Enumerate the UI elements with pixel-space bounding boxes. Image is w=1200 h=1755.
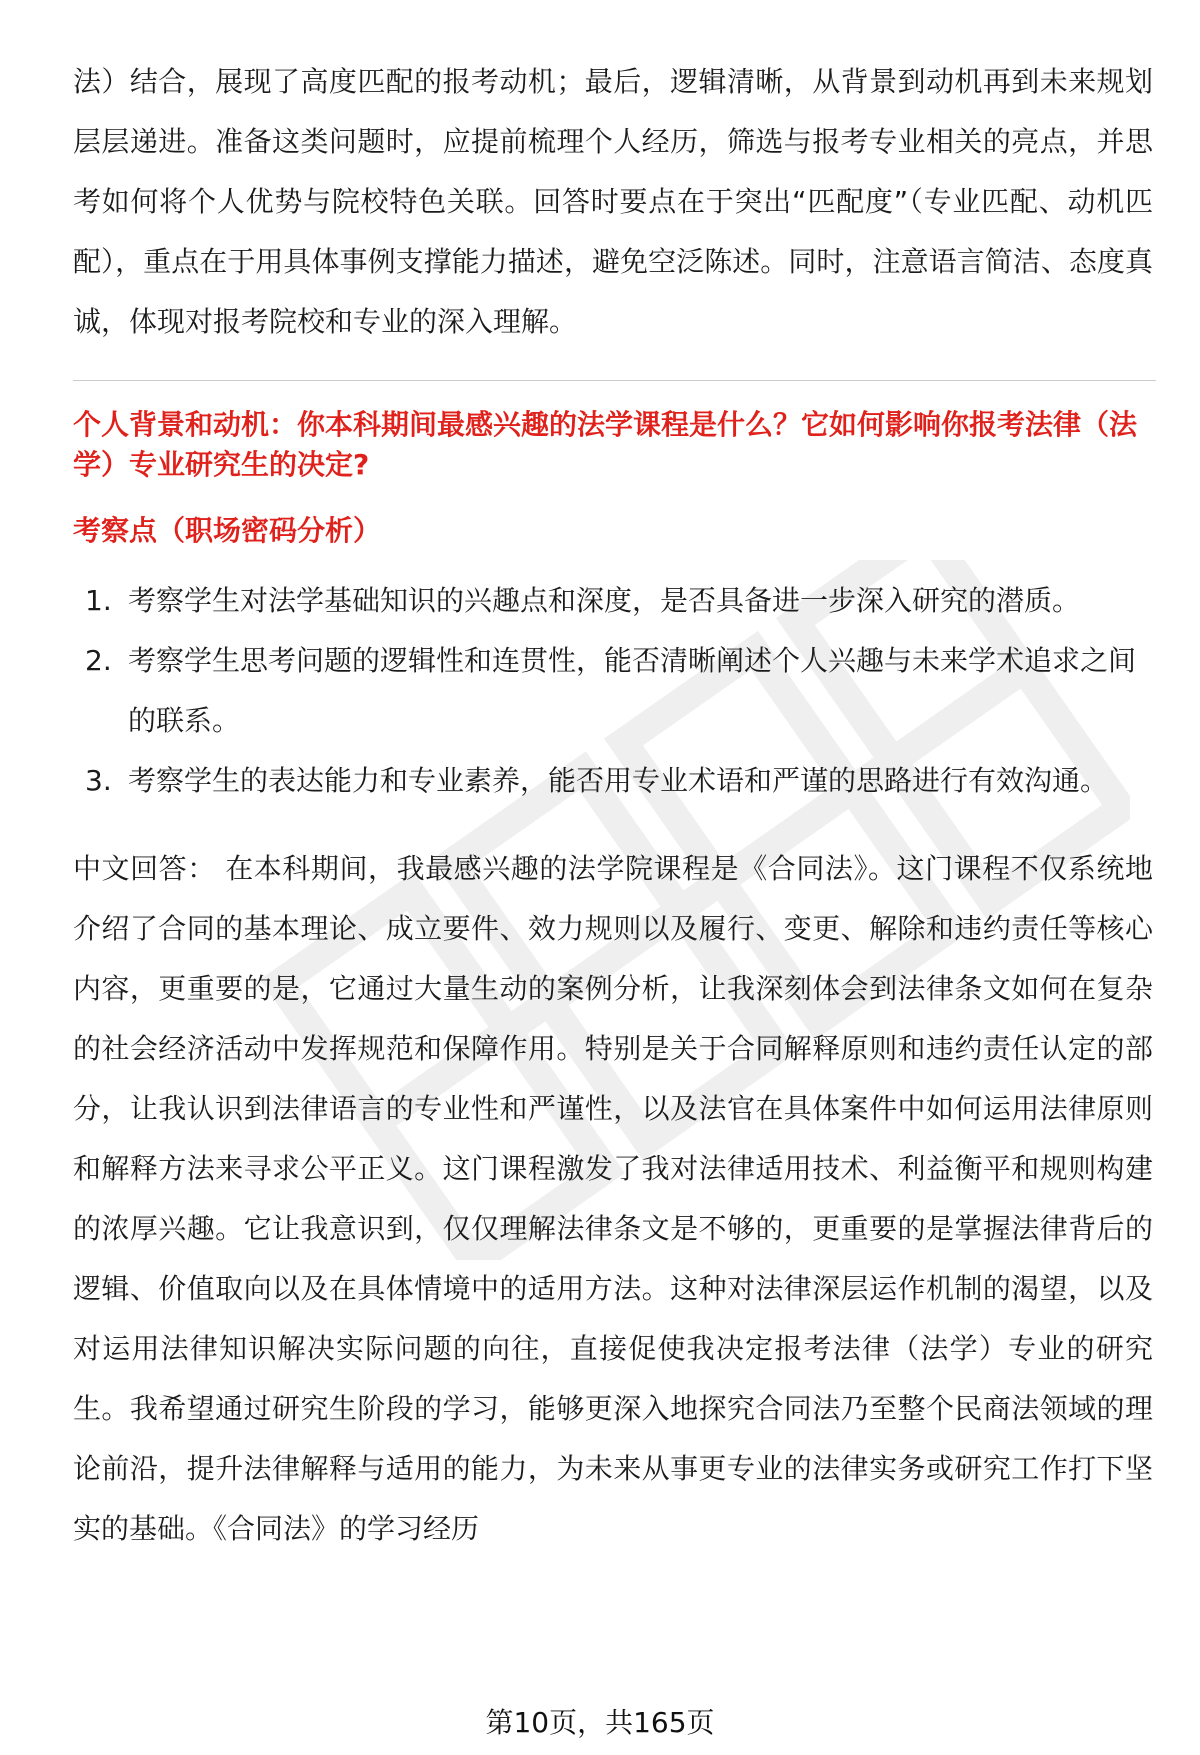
list-item <box>73 631 1153 751</box>
list-item <box>73 751 1153 811</box>
answer-paragraph: 中文回答： 在本科期间，我最感兴趣的法学院课程是《合同法》。这门课程不仅系统地介绍了合同的基本理论、成立要件、效力规则以及履行、变更、解除和违约责任等核心内容，更重要的是，它通过大量生动的案例分析，让我深刻体会到法律条文如何在复杂的社会经济活动中发挥规范和保障作用。特别是关于合同解释原则和违约责任认定的部分，让我认识到法律语言的专业性和严谨性，以及法官在具体案件中如何运用法律原则和解释方法来寻求公平正义。这门课程激发了我对法律适用技术、利益衡平和规则构建的浓厚兴趣。它让我意识到，仅仅理解法律条文是不够的，更重要的是掌握法律背后的逻辑、价值取向以及在具体情境中的适用方法。这种对法律深层运作机制的渴望，以及对运用法律知识解决实际问题的向往，直接促使我决定报考法律（法学）专业的研究生。我希望通过研究生阶段的学习，能够更深入地探究合同法乃至整个民商法领域的理论前沿，提升法律解释与适用的能力，为未来从事更专业的法律实务或研究工作打下坚实的基础。《合同法》的学习经历 <box>73 852 1153 1545</box>
question-heading: 个人背景和动机：你本科期间最感兴趣的法学课程是什么？它如何影响你报考法律（法学）专业研究生的决定? <box>73 408 1138 481</box>
list-item-text: 考察学生对法学基础知识的兴趣点和深度，是否具备进一步深入研究的潜质。 <box>128 584 1081 617</box>
list-item-number: 1. <box>85 584 112 617</box>
list-item <box>73 571 1153 631</box>
list-item-text: 考察学生思考问题的逻辑性和连贯性，能否清晰阐述个人兴趣与未来学术追求之间的联系。 <box>128 644 1137 737</box>
assessment-points-heading: 考察点（职场密码分析） <box>73 514 382 547</box>
assessment-points-list <box>73 571 1153 811</box>
list-item-number: 3. <box>85 764 112 797</box>
page-number-footer: 第10页，共165页 <box>485 1706 715 1739</box>
intro-paragraph: 法）结合，展现了高度匹配的报考动机；最后，逻辑清晰，从背景到动机再到未来规划层层递进。准备这类问题时，应提前梳理个人经历，筛选与报考专业相关的亮点，并思考如何将个人优势与院校特色关联。回答时要点在于突出“匹配度”（专业匹配、动机匹配），重点在于用具体事例支撑能力描述，避免空泛陈述。同时，注意语言简洁、态度真诚，体现对报考院校和专业的深入理解。 <box>73 65 1153 338</box>
list-item-text: 考察学生的表达能力和专业素养，能否用专业术语和严谨的思路进行有效沟通。 <box>128 764 1109 797</box>
section-divider <box>73 380 1156 381</box>
document-body <box>73 52 1153 1559</box>
list-item-number: 2. <box>85 644 112 677</box>
